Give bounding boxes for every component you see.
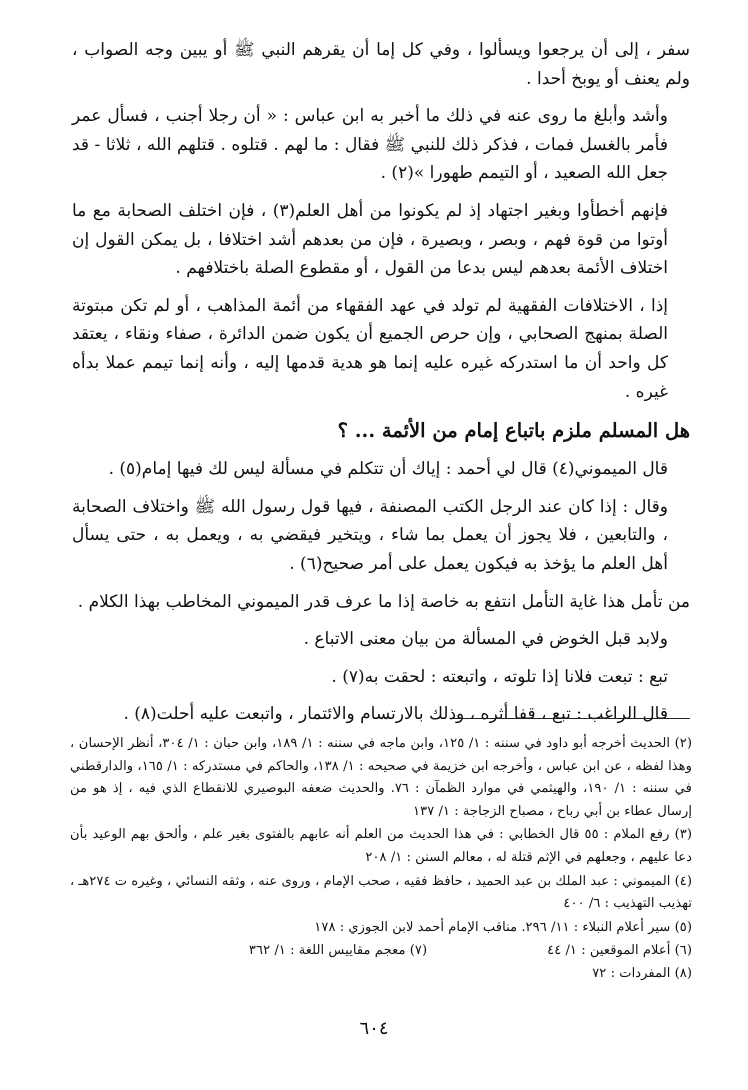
paragraph-5: قال الميموني(٤) قال لي أحمد : إياك أن تتكلم في مسألة ليس لك فيها إمام(٥) . bbox=[108, 459, 668, 480]
page-number: ٦٠٤ bbox=[359, 1018, 389, 1039]
footnote-divider bbox=[452, 718, 690, 719]
section-heading: هل المسلم ملزم باتباع إمام من الأئمة ... ؟ bbox=[337, 419, 690, 443]
paragraph-1: سفر ، إلى أن يرجعوا ويسألوا ، وفي كل إما أن يقرهم النبي ﷺ أو يبين وجه الصواب ، ولم يعنف أو يوبخ أحدا . bbox=[72, 40, 690, 89]
paragraph-4: إذا ، الاختلافات الفقهية لم تولد في عهد الفقهاء من أئمة المذاهب ، أو لم تكن مبتوتة الصلة بمنهج الصحابي ، وإن حرص الجميع أن يكون ضمن الدائرة ، صفاء ونقاء ، يعتقد كل واحد أن ما استدركه غيره عليه إنما هو هدية قدمها إليه ، وأنه إنما تيمم عملا بدأه غيره . bbox=[72, 295, 668, 402]
footnote-7: (٧) معجم مقاييس اللغة : ١/ ٣٦٢ bbox=[248, 943, 428, 959]
paragraph-2: وأشد وأبلغ ما روى عنه في ذلك ما أخبر به ابن عباس : « أن رجلا أجنب ، فسأل عمر فأمر بالغسل فمات ، فذكر ذلك للنبي ﷺ فقال : ما لهم . قتلوه . قتلهم الله ، ثلاثا - قد جعل الله الصعيد ، أو التيمم طهورا »(٢) . bbox=[72, 106, 668, 184]
main-text bbox=[72, 36, 690, 738]
footnote-8: (٨) المفردات : ٧٢ bbox=[592, 965, 692, 981]
paragraph-8: ولابد قبل الخوض في المسألة من بيان معنى الاتباع . bbox=[303, 629, 668, 650]
footnotes bbox=[70, 733, 692, 987]
footnote-5: (٥) سير أعلام النبلاء : ١١/ ٢٩٦. مناقب الإمام أحمد لابن الجوزي : ١٧٨ bbox=[314, 919, 692, 935]
footnote-4: (٤) الميموني : عبد الملك بن عبد الحميد ، حافظ فقيه ، صحب الإمام ، وروى عنه ، وثقه النسائي ، وغيره ت ٢٧٤هـ ، تهذيب التهذيب : ٦/ ٤٠٠ bbox=[70, 873, 692, 912]
footnote-2: (٢) الحديث أخرجه أبو داود في سننه : ١/ ١٢٥، وابن ماجه في سننه : ١/ ١٨٩، وابن حبان : ١/ ٣٠٤، أنظر الإحسان ، وهذا لفظه ، عن ابن عباس ، وأخرجه ابن خزيمة في صحيحه : ١/ ١٣٨، والحاكم في مستدركه : ١/ ١٦٥، والدارقطني في سننه : ١/ ١٩٠، والهيثمي في موارد الظمآن : ٧٦. والحديث ضعفه البوصيري للانقطاع الذي فيه ، إذ هو من إرسال عطاء بن أبي رباح ، مصباح الزجاجة : ١/ ١٣٧ bbox=[70, 736, 693, 819]
paragraph-9: تبع : تبعت فلانا إذا تلوته ، واتبعته : لحقت به(٧) . bbox=[331, 666, 668, 687]
paragraph-7: من تأمل هذا غاية التأمل انتفع به خاصة إذا ما عرف قدر الميموني المخاطب بهذا الكلام . bbox=[77, 591, 690, 612]
paragraph-6: وقال : إذا كان عند الرجل الكتب المصنفة ، فيها قول رسول الله ﷺ واختلاف الصحابة ، والتابعين ، فلا يجوز أن يعمل بما شاء ، ويتخير فيقضي به ، ويعمل به ، حتى يسأل أهل العلم ما يؤخذ به فيكون يعمل على أمر صحيح(٦) . bbox=[72, 496, 668, 574]
paragraph-3: فإنهم أخطأوا وبغير اجتهاد إذ لم يكونوا من أهل العلم(٣) ، فإن اختلف الصحابة مع ما أوتوا من قوة فهم ، وبصر ، وبصيرة ، فإن من بعدهم أشد اختلافا ، بل يمكن القول إن اختلاف الأئمة بعدهم ليس بدعا من القول ، أو مقطوع الصلة باختلافهم . bbox=[72, 200, 668, 279]
footnote-6: (٦) أعلام الموقعين : ١/ ٤٤ bbox=[547, 943, 692, 959]
footnote-row-6-7 bbox=[70, 940, 692, 963]
paragraph-10: قال الراغب : تبع ، قفا أثره ، وذلك بالارتسام والائتمار ، واتبعت عليه أحلت(٨) . bbox=[123, 704, 668, 725]
footnote-3: (٣) رفع الملام : ٥٥ قال الخطابي : في هذا الحديث من العلم أنه عابهم بالفتوى بغير علم ، وألحق بهم الوعيد بأن دعا عليهم ، وجعلهم في الإثم قتلة له ، معالم السنن : ١/ ٢٠٨ bbox=[70, 827, 692, 865]
